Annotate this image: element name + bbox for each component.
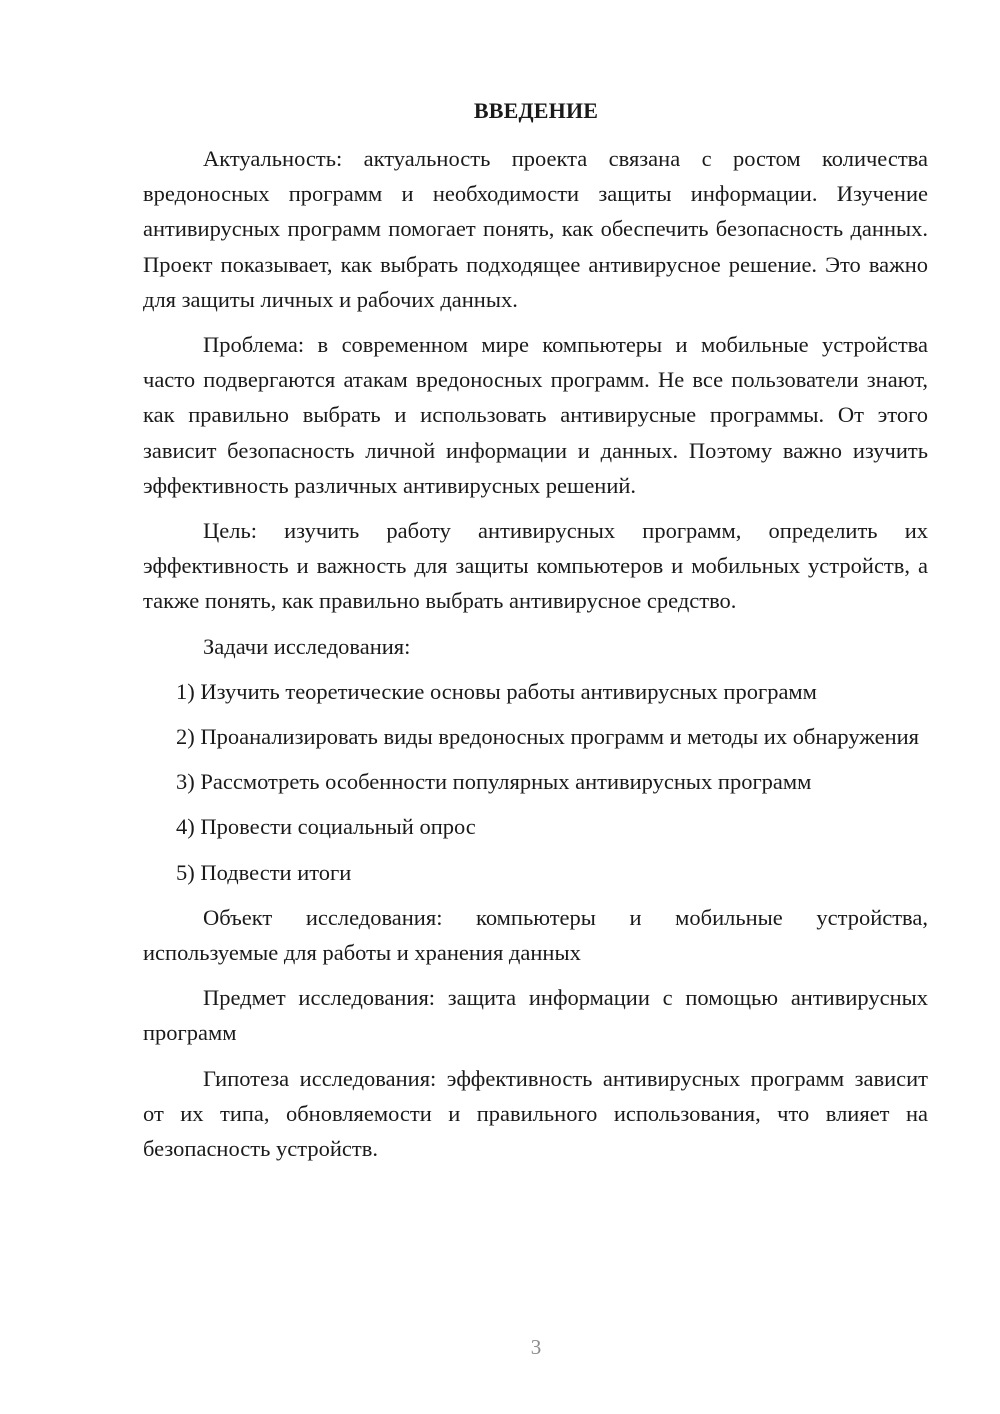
paragraph-goal: Цель: изучить работу антивирусных программ, определить их эффективность и важность для защиты компьютеров и мобильных устройств, а также понять, как правильно выбрать антивирусное средство.	[143, 518, 928, 614]
paragraph-object: Объект исследования: компьютеры и мобильные устройства, используемые для работы и хранения данных	[143, 904, 928, 966]
paragraph-tasks-heading: Задачи исследования:	[203, 633, 411, 659]
paragraph-subject: Предмет исследования: защита информации с помощью антивирусных программ	[143, 985, 928, 1046]
task-item-1: 1) Изучить теоретические основы работы антивирусных программ	[176, 678, 817, 704]
page-number: 3	[530, 1335, 542, 1359]
paragraph-problem: Проблема: в современном мире компьютеры и мобильные устройства часто подвергаются атакам вредоносных программ. Не все пользователи знают, как правильно выбрать и использовать антивирусные программы. От этого зависит безопасность личной информации и данных. Поэтому важно изучить эффективность различных антивирусных решений.	[143, 332, 928, 498]
task-item-2: 2) Проанализировать виды вредоносных программ и методы их обнаружения	[176, 724, 920, 750]
document-body	[143, 141, 928, 1176]
paragraph-relevance: Актуальность: актуальность проекта связана с ростом количества вредоносных программ и необходимости защиты информации. Изучение антивирусных программ помогает понять, как обеспечить безопасность данных. Проект показывает, как выбрать подходящее антивирусное решение. Это важно для защиты личных и рабочих данных.	[143, 146, 928, 312]
task-item-5: 5) Подвести итоги	[176, 859, 352, 885]
task-item-4: 4) Провести социальный опрос	[176, 814, 476, 840]
task-item-3: 3) Рассмотреть особенности популярных антивирусных программ	[176, 769, 812, 795]
page-title: ВВЕДЕНИЕ	[473, 98, 599, 123]
paragraph-hypothesis: Гипотеза исследования: эффективность антивирусных программ зависит от их типа, обновляемости и правильного использования, что влияет на безопасность устройств.	[143, 1065, 928, 1162]
